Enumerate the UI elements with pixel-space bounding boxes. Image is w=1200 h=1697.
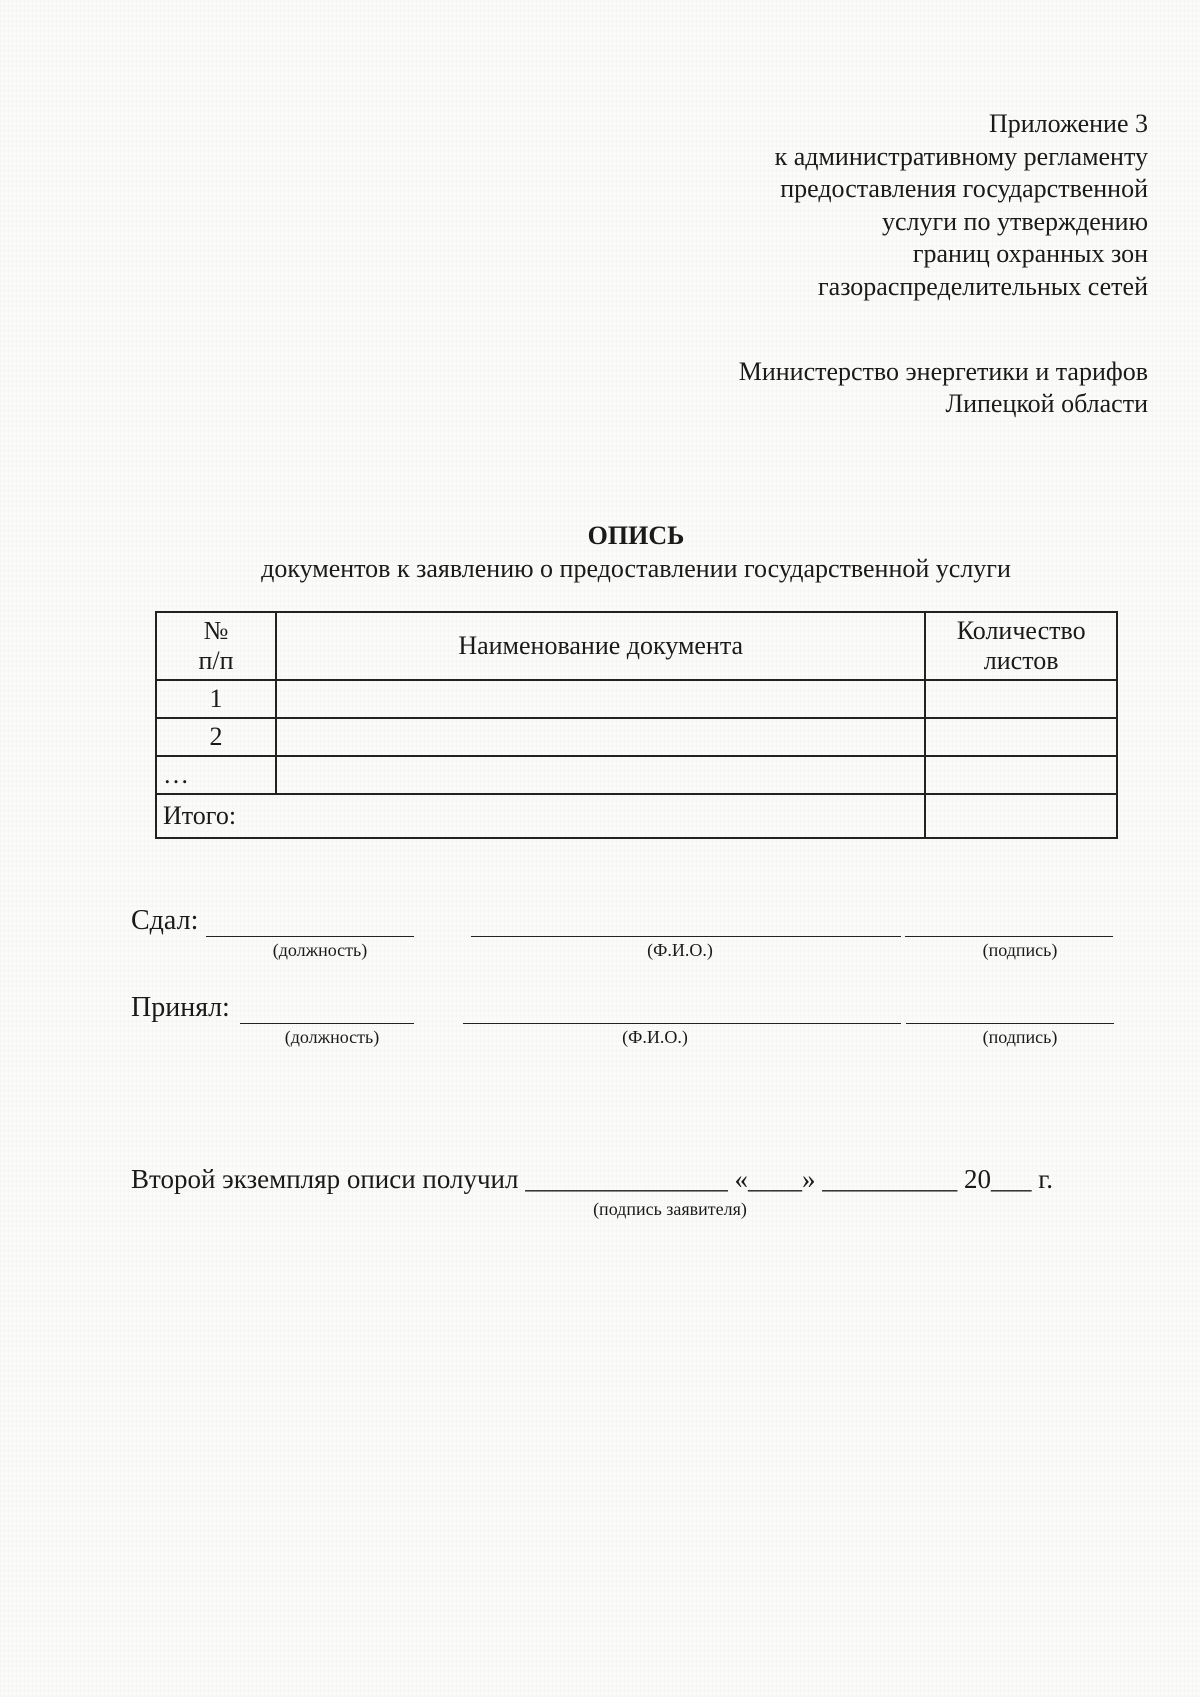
appendix-line: границ охранных зон [912,239,1148,268]
header-sheet-count [925,612,1117,680]
header-number-line2: п/п [198,646,234,675]
receipt-year-prefix: 20 [963,1164,991,1194]
handed-name-caption: (Ф.И.О.) [647,940,713,960]
appendix-line: услуги по утверждению [881,206,1148,236]
total-sheet-count-cell[interactable] [925,794,1117,838]
row-document-name-cell[interactable] [276,680,925,718]
receipt-caption: (подпись заявителя) [593,1199,747,1219]
handed-name-line[interactable] [471,936,901,937]
ministry-line: Липецкой области [945,389,1148,418]
handed-position-line[interactable] [206,936,414,937]
table-row [156,680,1117,718]
document-title: ОПИСЬ [587,521,685,550]
accepted-position-line[interactable] [240,1023,414,1024]
accepted-label: Принял: [131,992,230,1023]
row-number: … [156,756,276,794]
row-sheet-count-cell[interactable] [925,680,1117,718]
inventory-table [155,611,1118,839]
row-document-name-cell[interactable] [276,756,925,794]
table-row [156,756,1117,794]
appendix-line: к административному регламенту [774,141,1148,171]
appendix-line: газораспределительных сетей [817,271,1148,301]
accepted-name-caption: (Ф.И.О.) [622,1027,688,1047]
row-document-name-cell[interactable] [276,718,925,756]
appendix-header [775,108,1148,303]
handed-signature-caption: (подпись) [982,940,1058,960]
accepted-signature-line[interactable] [906,1023,1114,1024]
receipt-quote-close: » [801,1164,816,1194]
receipt-quote-open: « [734,1164,748,1194]
receipt-month-blank[interactable]: __________ [822,1164,958,1194]
table-row [156,718,1117,756]
receipt-year-suffix: г. [1038,1164,1054,1194]
header-number-line1: № [203,616,229,645]
receipt-signature-blank[interactable]: _______________ [525,1164,728,1194]
table-total-row [156,794,1117,838]
accepted-signature-caption: (подпись) [982,1027,1058,1047]
row-sheet-count-cell[interactable] [925,718,1117,756]
header-number [156,612,276,680]
handed-label: Сдал: [131,905,199,936]
header-document-name: Наименование документа [276,612,925,680]
appendix-line: Приложение 3 [988,109,1148,138]
header-count-line2: листов [983,646,1059,675]
ministry-line: Министерство энергетики и тарифов [738,357,1148,386]
handed-position-caption: (должность) [272,940,368,960]
header-count-line1: Количество [956,616,1086,645]
receipt-day-blank[interactable]: ____ [747,1164,802,1194]
accepted-position-caption: (должность) [284,1027,380,1047]
ministry-addressee [739,356,1148,420]
receipt-year-blank[interactable]: ___ [990,1164,1032,1194]
accepted-name-line[interactable] [463,1023,901,1024]
table-header-row [156,612,1117,680]
handed-signature-line[interactable] [905,936,1113,937]
row-number: 1 [156,680,276,718]
receipt-text: Второй экземпляр описи получил [131,1164,519,1194]
appendix-line: предоставления государственной [780,174,1148,203]
receipt-line [131,1164,1053,1195]
row-number: 2 [156,718,276,756]
total-label: Итого: [156,794,925,838]
document-subtitle: документов к заявлению о предоставлении государственной услуги [261,554,1011,583]
row-sheet-count-cell[interactable] [925,756,1117,794]
